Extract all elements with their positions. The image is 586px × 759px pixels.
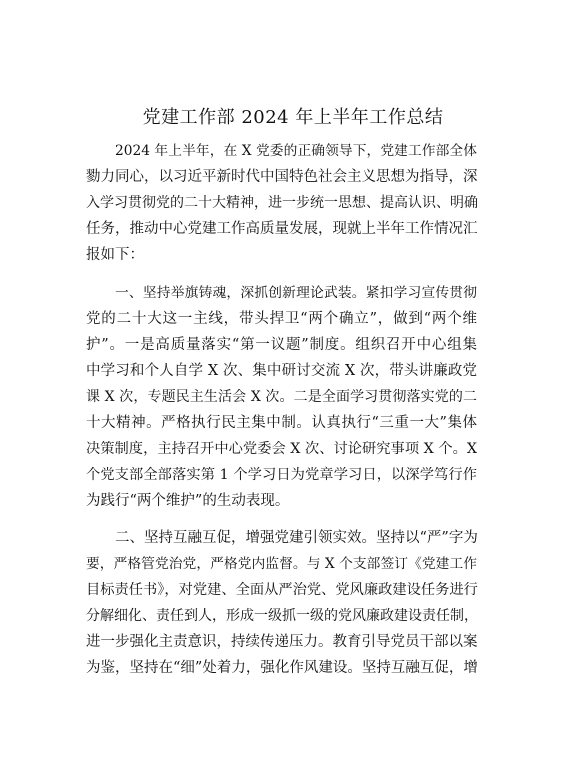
paragraph-2-line-6: 十大精神。严格执行民主集中制。认真执行“三重一大”集体 [86, 415, 477, 431]
paragraph-3-line-1: 二、坚持互融互促，增强党建引领实效。坚持以“严”字为 [115, 530, 478, 546]
paragraph-2-line-4: 中学习和个人自学 X 次、集中研讨交流 X 次，带头讲廉政党 [86, 363, 477, 379]
paragraph-3-line-5: 进一步强化主责意识，持续传递压力。教育引导党员干部以案 [86, 634, 478, 650]
paragraph-3-line-3: 目标责任书》，对党建、全面从严治党、党风廉政建设任务进行 [86, 582, 478, 598]
paragraph-2-line-3: 护”。一是高质量落实“第一议题”制度。组织召开中心组集 [86, 337, 477, 353]
paragraph-2-line-7: 决策制度，主持召开中心党委会 X 次、讨论研究事项 X 个。X [86, 441, 477, 457]
paragraph-1-line-1: 2024 年上半年，在 X 党委的正确领导下，党建工作部全体 [115, 143, 477, 159]
paragraph-2-line-8: 个党支部全部落实第 1 个学习日为党章学习日，以深学笃行作 [86, 467, 477, 483]
paragraph-2-line-9: 为践行“两个维护”的生动表现。 [86, 493, 290, 509]
document-title: 党建工作部 2024 年上半年工作总结 [142, 107, 444, 128]
paragraph-2-line-2: 党的二十大这一主线，带头捍卫“两个确立”，做到“两个维 [86, 311, 477, 327]
paragraph-2-line-5: 课 X 次，专题民主生活会 X 次。二是全面学习贯彻落实党的二 [86, 389, 477, 405]
paragraph-1-line-4: 任务，推动中心党建工作高质量发展，现就上半年工作情况汇 [86, 221, 478, 237]
paragraph-1-line-3: 入学习贯彻党的二十大精神，进一步统一思想、提高认识、明确 [86, 195, 478, 211]
paragraph-2-line-1: 一、坚持举旗铸魂，深抓创新理论武装。紧扣学习宣传贯彻 [115, 285, 477, 301]
paragraph-1-line-2: 勠力同心，以习近平新时代中国特色社会主义思想为指导，深 [86, 169, 478, 185]
paragraph-1-line-5: 报如下： [86, 247, 144, 263]
paragraph-3-line-6: 为鉴，坚持在“细”处着力，强化作风建设。坚持互融互促，增 [86, 660, 478, 676]
paragraph-3-line-4: 分解细化、责任到人，形成一级抓一级的党风廉政建设责任制， [86, 608, 478, 624]
paragraph-3-line-2: 要，严格管党治党，严格党内监督。与 X 个支部签订《党建工作 [86, 556, 477, 572]
